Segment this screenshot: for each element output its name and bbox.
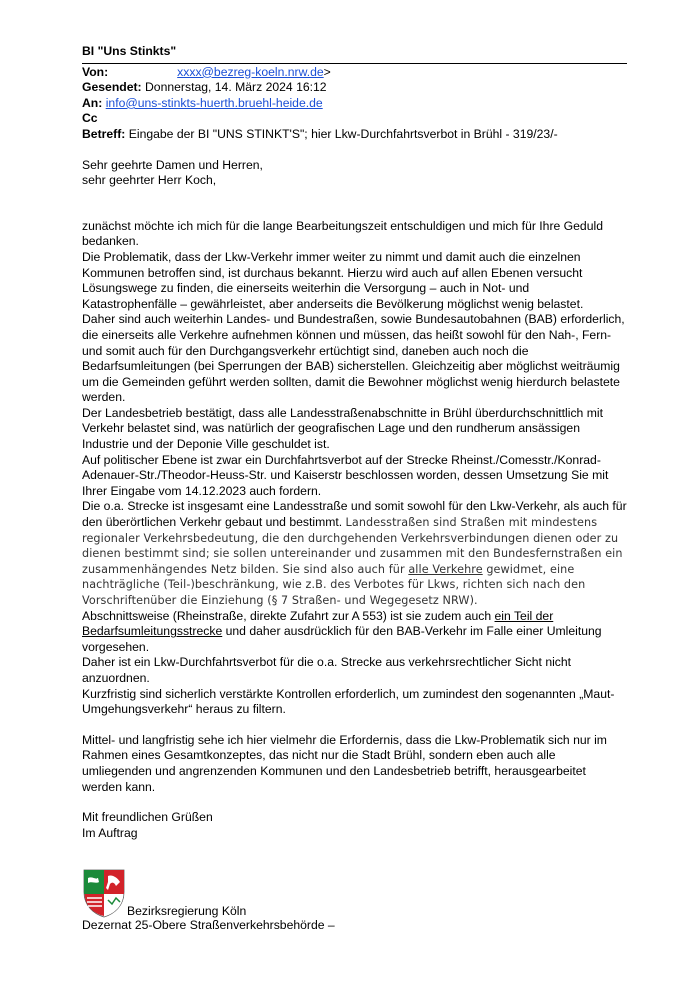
salutation-line-2: sehr geehrter Herr Koch, <box>82 173 217 188</box>
closing-line-1: Mit freundlichen Grüßen <box>82 810 213 825</box>
paragraph-7-start: Abschnittsweise (Rheinstraße, direkte Zufahrt zur A 553) ist sie zudem auch <box>82 608 495 623</box>
to-row <box>82 96 627 112</box>
header-divider <box>82 63 627 64</box>
sender-organization: BI "Uns Stinkts" <box>82 44 177 58</box>
paragraph-6-quote-end: gewidmet, eine nachträgliche (Teil-)beschränkung, wie z.B. des Verbotes für Lkws, richten sich nach den Vorschriftenüber die Einziehung (§ 7 Straßen- und Wegegesetz NRW). <box>82 562 586 607</box>
paragraph-8: Daher ist ein Lkw-Durchfahrtsverbot für die o.a. Strecke aus verkehrsrechtlicher Sicht nicht anzuordnen. <box>82 655 572 685</box>
cc-row <box>82 111 627 127</box>
paragraph-6-intro: Die o.a. Strecke ist insgesamt eine Landesstraße und somit sowohl für den Lkw-Verkehr, als auch für den überörtlichen Verkehr gebaut und bestimmt. <box>82 499 627 530</box>
sent-row <box>82 80 627 96</box>
paragraph-2: Die Problematik, dass der Lkw-Verkehr immer weiter zu nimmt und damit auch die einzelnen Kommunen betroffen sind, ist durchaus bekannt. Hierzu wird auch auf allen Ebenen versucht Lösungswege zu finden, die einerseits weiterhin die Versorgung – auch in Not- und Katastrophenfälle – gewährleistet, aber anderseits die Bevölkerung möglichst wenig belastet. <box>82 249 584 311</box>
paragraph-6-quote-text: Landesstraßen sind Straßen mit mindestens regionaler Verkehrsbedeutung, die den durchgehenden Verkehrsverbindungen dienen oder zu dienen bestimmt sind; sie sollen untereinander und zusammen mit den Bundesfernstraßen ein zusammenhängendes Netz bilden. Sie sind also auch für <box>82 516 623 576</box>
from-row <box>82 65 627 81</box>
from-email-link[interactable]: xxxx@bezreg-koeln.nrw.de <box>177 64 324 79</box>
paragraph-6 <box>82 499 627 608</box>
salutation <box>82 158 627 189</box>
paragraph-5: Auf politischer Ebene ist zwar ein Durchfahrtsverbot auf der Strecke Rheinst./Comesstr./Konrad-Adenauer-Str./Theodor-Heuss-Str. und Kaiserstr beschlossen worden, dessen Umsetzung Sie mit Ihrer Eingabe vom 14.12.2023 auch fordern. <box>82 452 609 498</box>
to-email-link[interactable]: info@uns-stinkts-huerth.bruehl-heide.de <box>105 95 323 110</box>
paragraph-3: Daher sind auch weiterhin Landes- und Bundestraßen, sowie Bundesautobahnen (BAB) erforderlich, die einerseits alle Verkehre aufnehmen können und müssen, das heißt sowohl für den Nah-, Fern- und somit auch für den Durchgangsverkehr ertüchtigt sind, daneben auch noch die Bedarfsumleitungen (bei Sperrungen der BAB) sicherstellen. Gleichzeitig aber möglichst weiträumig um die Gemeinden geführt werden sollten, damit die Bewohner möglichst wenig hierdurch belastete werden. <box>82 312 625 405</box>
letter-body <box>82 219 627 795</box>
paragraph-4: Der Landesbetrieb bestätigt, dass alle Landesstraßenabschnitte in Brühl überdurchschnittlich mit Verkehr belastet sind, was natürlich der geografischen Lage und den rundherum ansässigen Industrie und der Deponie Ville geschuldet ist. <box>82 405 603 452</box>
department-name: Dezernat 25-Obere Straßenverkehrsbehörde – <box>82 918 335 933</box>
subject-row <box>82 127 627 143</box>
closing <box>82 810 627 841</box>
closing-line-2: Im Auftrag <box>82 825 138 840</box>
email-document <box>82 44 627 934</box>
paragraph-1: zunächst möchte ich mich für die lange Bearbeitungszeit entschuldigen und mich für Ihre Geduld bedanken. <box>82 218 603 249</box>
paragraph-10: Mittel- und langfristig sehe ich hier vielmehr die Erfordernis, dass die Lkw-Problematik sich nur im Rahmen eines Gesamtkonzeptes, das nicht nur die Stadt Brühl, sondern eben auch alle umliegenden und angrenzenden Kommunen und den Landesbetrieb betrifft, herausgearbeitet werden kann. <box>82 732 607 794</box>
nrw-coat-of-arms-icon <box>82 868 126 918</box>
paragraph-7-end: und daher ausdrücklich für den BAB-Verkehr im Falle einer Umleitung vorgesehen. <box>82 624 602 654</box>
signature-block <box>82 868 627 918</box>
paragraph-7-underlined: ein Teil der Bedarfsumleitungsstrecke <box>82 608 554 639</box>
paragraph-6-underlined: alle Verkehre <box>408 562 483 576</box>
subject-label: Betreff: <box>82 126 126 141</box>
from-suffix: > <box>323 64 331 79</box>
paragraph-9: Kurzfristig sind sicherlich verstärkte Kontrollen erforderlich, um zumindest den sogenannten „Maut-Umgehungsverkehr“ heraus zu filtern. <box>82 686 615 717</box>
sent-value: Donnerstag, 14. März 2024 16:12 <box>145 80 327 95</box>
paragraph-gap <box>82 718 627 733</box>
authority-name: Bezirksregierung Köln <box>127 904 247 919</box>
to-label: An: <box>82 95 103 110</box>
paragraph-6-quote <box>82 516 623 607</box>
paragraph-7 <box>82 609 627 656</box>
from-label: Von: <box>82 64 109 79</box>
sent-label: Gesendet: <box>82 80 142 95</box>
salutation-line-1: Sehr geehrte Damen und Herren, <box>82 157 263 172</box>
cc-label: Cc <box>82 111 98 126</box>
subject-value: Eingabe der BI "UNS STINKT'S"; hier Lkw-Durchfahrtsverbot in Brühl - 319/23/- <box>128 126 558 141</box>
